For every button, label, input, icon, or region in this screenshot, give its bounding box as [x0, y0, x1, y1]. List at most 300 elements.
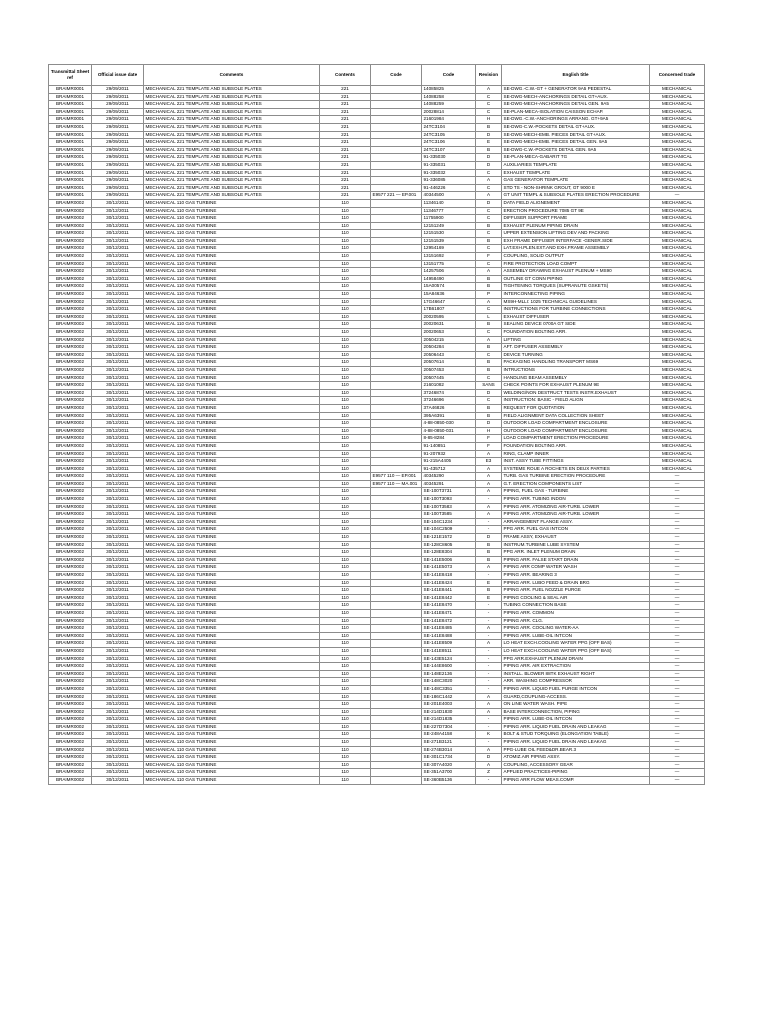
english-title-cell: LOAD COMPARTMENT ERECTION PROCEDURE — [502, 435, 650, 443]
revision-cell: B — [476, 556, 502, 564]
transmittal-ref-cell: BRAIMR0001 — [49, 86, 92, 94]
col-header-english-title: English title — [502, 65, 650, 86]
english-title-cell: PIPING ARR. CLG. — [502, 617, 650, 625]
transmittal-ref-cell: BRAIMR0002 — [49, 374, 92, 382]
english-title-cell: COUPLING, ACCESSORY GEAR — [502, 761, 650, 769]
document-code-cell: 91-335030 — [422, 154, 476, 162]
code-cell — [371, 404, 422, 412]
issue-date-cell: 30/12/2011 — [92, 291, 144, 299]
code-cell — [371, 397, 422, 405]
revision-cell: C — [476, 207, 502, 215]
table-row — [49, 670, 705, 678]
revision-cell: A — [476, 177, 502, 185]
document-code-cell: 20507614 — [422, 359, 476, 367]
comments-cell: MECHANICAL 110 GAS TURBINE — [144, 549, 320, 557]
table-row — [49, 442, 705, 450]
issue-date-cell: 29/09/2011 — [92, 101, 144, 109]
code-cell — [371, 701, 422, 709]
english-title-cell: CHECK POINTS FOR EXHAUST PLENUM 9E — [502, 382, 650, 390]
transmittal-ref-cell: BRAIMR0002 — [49, 496, 92, 504]
comments-cell: MECHANICAL 110 GAS TURBINE — [144, 769, 320, 777]
contents-cell: 110 — [320, 716, 371, 724]
english-title-cell: LO HEAT EXCH.COOLING WATER PPG (OFF BAS) — [502, 640, 650, 648]
comments-cell: MECHANICAL 110 GAS TURBINE — [144, 518, 320, 526]
document-code-cell: 21601082 — [422, 382, 476, 390]
transmittal-ref-cell: BRAIMR0002 — [49, 678, 92, 686]
revision-cell: B — [476, 344, 502, 352]
contents-cell: 110 — [320, 245, 371, 253]
english-title-cell: PIPING ARR. LIQUID FUEL DRAIN AND LEAKAG — [502, 739, 650, 747]
issue-date-cell: 30/12/2011 — [92, 739, 144, 747]
document-code-cell: 20028814 — [422, 108, 476, 116]
comments-cell: MECHANICAL 221 TEMPLATE AND SUBSOLE PLATES — [144, 169, 320, 177]
document-code-cell: 20504215 — [422, 336, 476, 344]
english-title-cell: OUTDOOR LOAD COMPARTMENT ENCLOSURE — [502, 427, 650, 435]
english-title-cell: INSTALL. BLOWER 88TK EXHAUST RIGHT — [502, 670, 650, 678]
table-row — [49, 663, 705, 671]
document-code-cell: 15A00574 — [422, 283, 476, 291]
english-title-cell: FRAME ASSY, EXHAUST — [502, 534, 650, 542]
revision-cell: - — [476, 617, 502, 625]
concerned-trade-cell: MECHANICAL — [650, 374, 705, 382]
revision-cell: D — [476, 534, 502, 542]
concerned-trade-cell: — — [650, 746, 705, 754]
document-code-cell: 13151692 — [422, 253, 476, 261]
issue-date-cell: 30/12/2011 — [92, 754, 144, 762]
comments-cell: MECHANICAL 110 GAS TURBINE — [144, 746, 320, 754]
revision-cell: C — [476, 374, 502, 382]
code-cell — [371, 253, 422, 261]
english-title-cell: WELDING/NON DESTRUCT TESTS INSTR.EXHAUST — [502, 389, 650, 397]
english-title-cell: LAT.EXH.PLEN.EXT.AND EXH.FRAME ASSEMBLY — [502, 245, 650, 253]
concerned-trade-cell: — — [650, 503, 705, 511]
document-code-cell: SE-141E8418 — [422, 572, 476, 580]
contents-cell: 110 — [320, 503, 371, 511]
code-cell — [371, 777, 422, 785]
transmittal-ref-cell: BRAIMR0002 — [49, 701, 92, 709]
comments-cell: MECHANICAL 221 TEMPLATE AND SUBSOLE PLATES — [144, 184, 320, 192]
transmittal-ref-cell: BRAIMR0002 — [49, 450, 92, 458]
table-row — [49, 503, 705, 511]
contents-cell: 110 — [320, 701, 371, 709]
code-cell — [371, 313, 422, 321]
concerned-trade-cell: — — [650, 609, 705, 617]
code-cell — [371, 534, 422, 542]
english-title-cell: REQUEST FOR QUOTATION — [502, 404, 650, 412]
contents-cell: 110 — [320, 625, 371, 633]
english-title-cell: DATA FIELD ALIGNEMENT — [502, 199, 650, 207]
table-row — [49, 435, 705, 443]
table-row — [49, 579, 705, 587]
document-code-cell: 20507453 — [422, 366, 476, 374]
english-title-cell: PIPING ARR. COMMON — [502, 609, 650, 617]
code-cell — [371, 382, 422, 390]
comments-cell: MECHANICAL 110 GAS TURBINE — [144, 230, 320, 238]
english-title-cell: INTERCONNECTING PIPING — [502, 291, 650, 299]
issue-date-cell: 29/09/2011 — [92, 93, 144, 101]
english-title-cell: BASE INTERCONNECTION, PIPING — [502, 708, 650, 716]
transmittal-ref-cell: BRAIMR0002 — [49, 663, 92, 671]
revision-cell: A — [476, 336, 502, 344]
contents-cell: 110 — [320, 511, 371, 519]
document-code-cell: 14088259 — [422, 101, 476, 109]
revision-cell: - — [476, 572, 502, 580]
table-row — [49, 139, 705, 147]
issue-date-cell: 30/12/2011 — [92, 663, 144, 671]
concerned-trade-cell: — — [650, 731, 705, 739]
comments-cell: MECHANICAL 110 GAS TURBINE — [144, 215, 320, 223]
document-code-cell: SE-141E8424 — [422, 579, 476, 587]
revision-cell: C — [476, 215, 502, 223]
table-row — [49, 237, 705, 245]
revision-cell: A — [476, 450, 502, 458]
table-row — [49, 207, 705, 215]
revision-cell: H — [476, 116, 502, 124]
issue-date-cell: 30/12/2011 — [92, 283, 144, 291]
concerned-trade-cell: — — [650, 761, 705, 769]
english-title-cell: FOUNDATION BOLTING ARR. — [502, 442, 650, 450]
issue-date-cell: 30/12/2011 — [92, 359, 144, 367]
concerned-trade-cell: — — [650, 693, 705, 701]
issue-date-cell: 30/12/2011 — [92, 458, 144, 466]
issue-date-cell: 30/12/2011 — [92, 769, 144, 777]
english-title-cell: PIPING ARR. ATOMIZING AIR-TURB. LOWER — [502, 511, 650, 519]
contents-cell: 110 — [320, 336, 371, 344]
table-row — [49, 389, 705, 397]
concerned-trade-cell: — — [650, 518, 705, 526]
contents-cell: 110 — [320, 435, 371, 443]
contents-cell: 110 — [320, 685, 371, 693]
table-row — [49, 716, 705, 724]
comments-cell: MECHANICAL 221 TEMPLATE AND SUBSOLE PLATES — [144, 93, 320, 101]
issue-date-cell: 30/12/2011 — [92, 518, 144, 526]
document-code-cell: SE-100T3585 — [422, 511, 476, 519]
revision-cell: - — [476, 632, 502, 640]
table-row — [49, 260, 705, 268]
comments-cell: MECHANICAL 110 GAS TURBINE — [144, 435, 320, 443]
table-row — [49, 761, 705, 769]
concerned-trade-cell: MECHANICAL — [650, 245, 705, 253]
comments-cell: MECHANICAL 110 GAS TURBINE — [144, 253, 320, 261]
contents-cell: 110 — [320, 617, 371, 625]
english-title-cell: TURB. GAS TURBINE ERECTION PROCEDURE — [502, 473, 650, 481]
concerned-trade-cell: MECHANICAL — [650, 268, 705, 276]
revision-cell: A — [476, 701, 502, 709]
document-code-cell: 20506443 — [422, 351, 476, 359]
concerned-trade-cell: — — [650, 716, 705, 724]
code-cell — [371, 609, 422, 617]
code-cell — [371, 101, 422, 109]
comments-cell: MECHANICAL 221 TEMPLATE AND SUBSOLE PLATES — [144, 108, 320, 116]
code-cell — [371, 549, 422, 557]
revision-cell: A — [476, 503, 502, 511]
transmittal-ref-cell: BRAIMR0002 — [49, 549, 92, 557]
concerned-trade-cell: — — [650, 473, 705, 481]
english-title-cell: PIPING ARR. FALSE START DRAIN — [502, 556, 650, 564]
document-code-cell: 37246696 — [422, 397, 476, 405]
col-header-concerned-trade: Concerned trade — [650, 65, 705, 86]
comments-cell: MECHANICAL 110 GAS TURBINE — [144, 420, 320, 428]
transmittal-ref-cell: BRAIMR0001 — [49, 184, 92, 192]
transmittal-ref-cell: BRAIMR0002 — [49, 207, 92, 215]
code-cell — [371, 625, 422, 633]
revision-cell: B — [476, 222, 502, 230]
issue-date-cell: 30/12/2011 — [92, 374, 144, 382]
concerned-trade-cell: — — [650, 769, 705, 777]
code-cell — [371, 769, 422, 777]
code-cell — [371, 647, 422, 655]
concerned-trade-cell: — — [650, 678, 705, 686]
code-cell — [371, 283, 422, 291]
transmittal-ref-cell: BRAIMR0002 — [49, 306, 92, 314]
contents-cell: 221 — [320, 169, 371, 177]
contents-cell: 221 — [320, 86, 371, 94]
revision-cell: - — [476, 496, 502, 504]
issue-date-cell: 30/12/2011 — [92, 199, 144, 207]
code-cell — [371, 321, 422, 329]
issue-date-cell: 30/12/2011 — [92, 222, 144, 230]
contents-cell: 110 — [320, 670, 371, 678]
revision-cell: - — [476, 685, 502, 693]
comments-cell: MECHANICAL 110 GAS TURBINE — [144, 480, 320, 488]
concerned-trade-cell: MECHANICAL — [650, 336, 705, 344]
contents-cell: 110 — [320, 215, 371, 223]
issue-date-cell: 30/12/2011 — [92, 306, 144, 314]
concerned-trade-cell: MECHANICAL — [650, 184, 705, 192]
contents-cell: 110 — [320, 526, 371, 534]
concerned-trade-cell: — — [650, 625, 705, 633]
table-row — [49, 222, 705, 230]
code-cell — [371, 93, 422, 101]
transmittal-ref-cell: BRAIMR0002 — [49, 359, 92, 367]
issue-date-cell: 30/12/2011 — [92, 268, 144, 276]
table-row — [49, 594, 705, 602]
transmittal-ref-cell: BRAIMR0002 — [49, 480, 92, 488]
comments-cell: MECHANICAL 221 TEMPLATE AND SUBSOLE PLATES — [144, 101, 320, 109]
table-row — [49, 685, 705, 693]
code-cell — [371, 617, 422, 625]
comments-cell: MECHANICAL 110 GAS TURBINE — [144, 708, 320, 716]
revision-cell: - — [476, 518, 502, 526]
concerned-trade-cell: — — [650, 663, 705, 671]
comments-cell: MECHANICAL 110 GAS TURBINE — [144, 329, 320, 337]
document-code-cell: SE-227D7304 — [422, 723, 476, 731]
comments-cell: MECHANICAL 110 GAS TURBINE — [144, 351, 320, 359]
table-row — [49, 518, 705, 526]
comments-cell: MECHANICAL 110 GAS TURBINE — [144, 283, 320, 291]
comments-cell: MECHANICAL 110 GAS TURBINE — [144, 534, 320, 542]
revision-cell: C — [476, 306, 502, 314]
concerned-trade-cell: — — [650, 754, 705, 762]
comments-cell: MECHANICAL 110 GAS TURBINE — [144, 465, 320, 473]
comments-cell: MECHANICAL 110 GAS TURBINE — [144, 655, 320, 663]
issue-date-cell: 30/12/2011 — [92, 215, 144, 223]
contents-cell: 110 — [320, 382, 371, 390]
document-code-cell: 91-207932 — [422, 450, 476, 458]
concerned-trade-cell: MECHANICAL — [650, 465, 705, 473]
english-title-cell: SE-DWG-MECH-EMB. PIECES DETAIL GEN. 9A5 — [502, 139, 650, 147]
table-row — [49, 693, 705, 701]
comments-cell: MECHANICAL 110 GAS TURBINE — [144, 701, 320, 709]
concerned-trade-cell: MECHANICAL — [650, 359, 705, 367]
revision-cell: - — [476, 716, 502, 724]
revision-cell: E — [476, 594, 502, 602]
comments-cell: MECHANICAL 110 GAS TURBINE — [144, 366, 320, 374]
revision-cell: B — [476, 587, 502, 595]
revision-cell: A — [476, 761, 502, 769]
concerned-trade-cell: MECHANICAL — [650, 366, 705, 374]
contents-cell: 110 — [320, 647, 371, 655]
revision-cell: B — [476, 366, 502, 374]
table-row — [49, 321, 705, 329]
comments-cell: MECHANICAL 110 GAS TURBINE — [144, 663, 320, 671]
issue-date-cell: 29/09/2011 — [92, 86, 144, 94]
table-row — [49, 640, 705, 648]
code-cell — [371, 420, 422, 428]
document-code-cell: SE-351A3700 — [422, 769, 476, 777]
english-title-cell: EXHAUST TEMPLATE — [502, 169, 650, 177]
english-title-cell: GUARD,COUPLING-ACCESS. — [502, 693, 650, 701]
transmittal-ref-cell: BRAIMR0002 — [49, 511, 92, 519]
issue-date-cell: 29/09/2011 — [92, 131, 144, 139]
contents-cell: 110 — [320, 473, 371, 481]
comments-cell: MECHANICAL 110 GAS TURBINE — [144, 754, 320, 762]
table-row — [49, 336, 705, 344]
concerned-trade-cell: MECHANICAL — [650, 291, 705, 299]
revision-cell: C — [476, 108, 502, 116]
comments-cell: MECHANICAL 221 TEMPLATE AND SUBSOLE PLATES — [144, 146, 320, 154]
document-code-cell: 24TC3104 — [422, 123, 476, 131]
english-title-cell: PPG ARR. FUEL GAS INTCON — [502, 526, 650, 534]
document-code-cell: 20507445 — [422, 374, 476, 382]
contents-cell: 110 — [320, 253, 371, 261]
transmittal-ref-cell: BRAIMR0001 — [49, 131, 92, 139]
document-code-cell: 17G46647 — [422, 298, 476, 306]
table-row — [49, 359, 705, 367]
english-title-cell: ASSEMBLY DRAWING EXHAUST PLENUM + MS90 — [502, 268, 650, 276]
concerned-trade-cell: — — [650, 647, 705, 655]
revision-cell: - — [476, 602, 502, 610]
contents-cell: 110 — [320, 655, 371, 663]
comments-cell: MECHANICAL 110 GAS TURBINE — [144, 268, 320, 276]
issue-date-cell: 30/12/2011 — [92, 450, 144, 458]
transmittal-ref-cell: BRAIMR0002 — [49, 382, 92, 390]
transmittal-ref-cell: BRAIMR0002 — [49, 215, 92, 223]
code-cell — [371, 161, 422, 169]
english-title-cell: AUXILIARIES TEMPLATE — [502, 161, 650, 169]
issue-date-cell: 30/12/2011 — [92, 541, 144, 549]
code-cell — [371, 329, 422, 337]
transmittal-ref-cell: BRAIMR0002 — [49, 746, 92, 754]
col-header-comments: Comments — [144, 65, 320, 86]
revision-cell: C — [476, 351, 502, 359]
code-cell — [371, 237, 422, 245]
comments-cell: MECHANICAL 110 GAS TURBINE — [144, 275, 320, 283]
transmittal-ref-cell: BRAIMR0002 — [49, 723, 92, 731]
code-cell: E9577 110 — MA.001 — [371, 480, 422, 488]
contents-cell: 110 — [320, 321, 371, 329]
english-title-cell: INST. ASSY TUBE FITTINGS — [502, 458, 650, 466]
transmittal-ref-cell: BRAIMR0002 — [49, 245, 92, 253]
code-cell — [371, 518, 422, 526]
comments-cell: MECHANICAL 110 GAS TURBINE — [144, 237, 320, 245]
code-cell — [371, 215, 422, 223]
contents-cell: 110 — [320, 594, 371, 602]
table-row — [49, 184, 705, 192]
issue-date-cell: 30/12/2011 — [92, 389, 144, 397]
english-title-cell: OUTLINE GT CONN PIPING — [502, 275, 650, 283]
contents-cell: 110 — [320, 237, 371, 245]
issue-date-cell: 29/09/2011 — [92, 116, 144, 124]
transmittal-ref-cell: BRAIMR0002 — [49, 427, 92, 435]
contents-cell: 221 — [320, 139, 371, 147]
code-cell — [371, 298, 422, 306]
issue-date-cell: 30/12/2011 — [92, 260, 144, 268]
transmittal-ref-cell: BRAIMR0002 — [49, 685, 92, 693]
english-title-cell: PIPING ARR. LUBO FEED & DRAIN BRG — [502, 579, 650, 587]
english-title-cell: STD TS - NON-SHRINK GROUT, GT 9000 E — [502, 184, 650, 192]
issue-date-cell: 30/12/2011 — [92, 693, 144, 701]
revision-cell: B — [476, 321, 502, 329]
english-title-cell: ARRANGEMENT FLANGE ASSY. — [502, 518, 650, 526]
english-title-cell: SE-DWG-MECH-EMB. PIECES DETAIL GT+AUX. — [502, 131, 650, 139]
revision-cell: D — [476, 754, 502, 762]
document-code-cell: 12151539 — [422, 237, 476, 245]
english-title-cell: SE-PLAN-MECA-GABARIT TG — [502, 154, 650, 162]
comments-cell: MECHANICAL 221 TEMPLATE AND SUBSOLE PLATES — [144, 177, 320, 185]
table-row — [49, 556, 705, 564]
revision-cell: H — [476, 427, 502, 435]
transmittal-ref-cell: BRAIMR0002 — [49, 404, 92, 412]
transmittal-ref-cell: BRAIMR0002 — [49, 351, 92, 359]
english-title-cell: APPLIED PRACTICES-PIPING — [502, 769, 650, 777]
english-title-cell: FIELD ALIGNMENT DATA COLLECTION SHEET — [502, 412, 650, 420]
transmittal-ref-cell: BRAIMR0002 — [49, 587, 92, 595]
english-title-cell: INSTRUCTION: BASIC - FIELD ALIGN — [502, 397, 650, 405]
revision-cell: E3 — [476, 458, 502, 466]
document-code-cell: SE-214D1830 — [422, 708, 476, 716]
comments-cell: MECHANICAL 110 GAS TURBINE — [144, 260, 320, 268]
english-title-cell: PIPING ARR. LUBE-OIL INTCON — [502, 632, 650, 640]
table-row — [49, 306, 705, 314]
concerned-trade-cell: MECHANICAL — [650, 283, 705, 291]
contents-cell: 110 — [320, 351, 371, 359]
issue-date-cell: 30/12/2011 — [92, 442, 144, 450]
comments-cell: MECHANICAL 110 GAS TURBINE — [144, 359, 320, 367]
revision-cell: A — [476, 480, 502, 488]
transmittal-ref-cell: BRAIMR0001 — [49, 123, 92, 131]
contents-cell: 221 — [320, 93, 371, 101]
transmittal-ref-cell: BRAIMR0002 — [49, 777, 92, 785]
contents-cell: 221 — [320, 154, 371, 162]
table-row — [49, 344, 705, 352]
document-code-cell: 91-335032 — [422, 169, 476, 177]
contents-cell: 110 — [320, 777, 371, 785]
contents-cell: 221 — [320, 101, 371, 109]
issue-date-cell: 30/12/2011 — [92, 526, 144, 534]
col-header-official-issue-date: Official issue date — [92, 65, 144, 86]
contents-cell: 110 — [320, 708, 371, 716]
issue-date-cell: 30/12/2011 — [92, 587, 144, 595]
table-row — [49, 632, 705, 640]
comments-cell: MECHANICAL 110 GAS TURBINE — [144, 199, 320, 207]
concerned-trade-cell: MECHANICAL — [650, 382, 705, 390]
document-code-cell: 20020653 — [422, 329, 476, 337]
document-code-cell: SE-121E1572 — [422, 534, 476, 542]
concerned-trade-cell: — — [650, 564, 705, 572]
document-code-cell: SE-141E5006 — [422, 556, 476, 564]
transmittal-ref-cell: BRAIMR0002 — [49, 336, 92, 344]
